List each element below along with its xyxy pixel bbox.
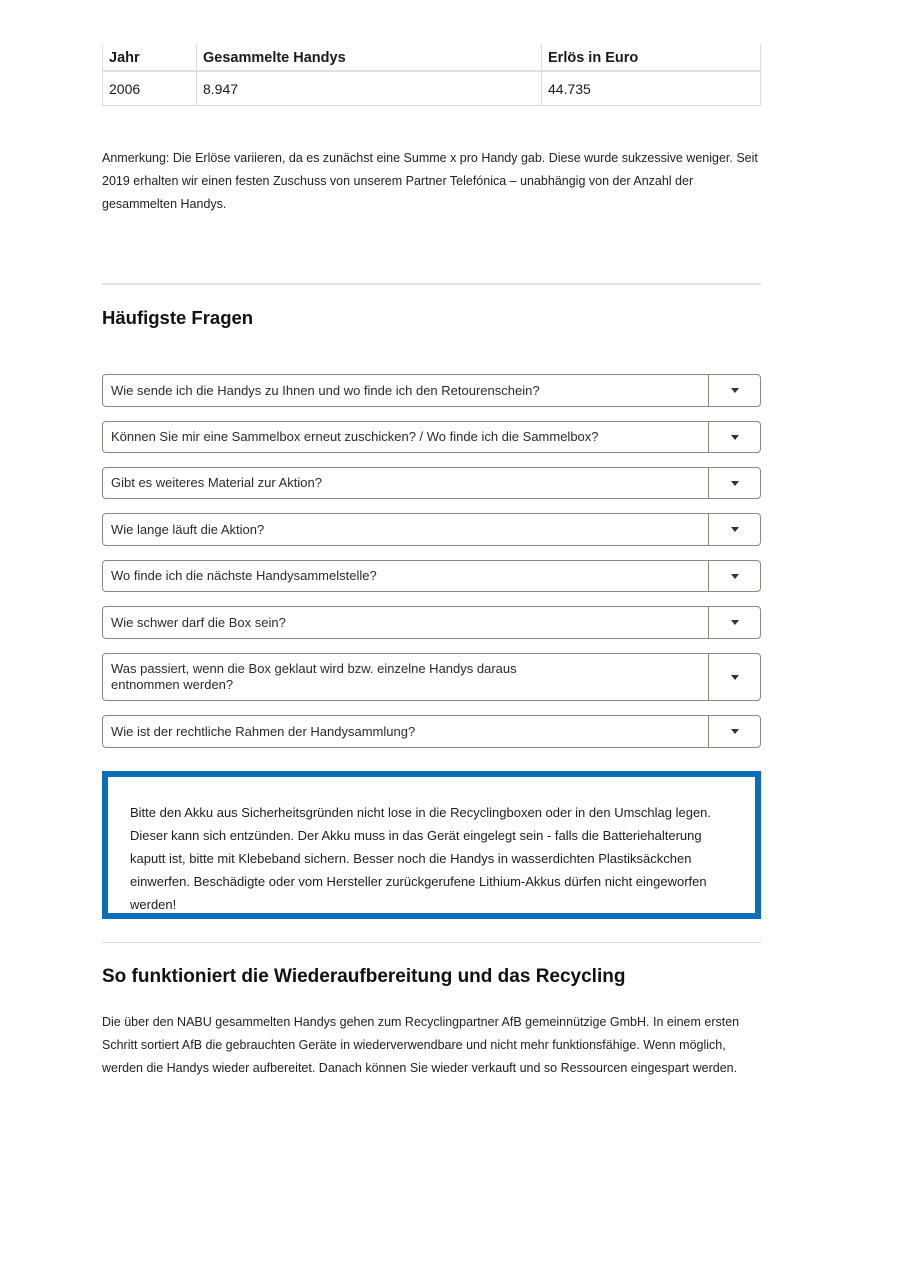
battery-warning-box xyxy=(102,771,761,919)
caret-down-icon xyxy=(731,675,739,680)
faq-item[interactable] xyxy=(102,606,761,639)
faq-item[interactable] xyxy=(102,715,761,748)
battery-warning-text: Bitte den Akku aus Sicherheitsgründen nicht lose in die Recyclingboxen oder in den Umschlag legen. Dieser kann sich entzünden. Der Akku muss in das Gerät eingelegt sein - falls die Batteriehalterung kaputt ist, bitte mit Klebeband sichern. Besser noch die Handys in wasserdichten Plastiksäckchen einwerfen. Beschädigte oder vom Hersteller zurückgerufene Lithium-Akkus dürfen nicht eingeworfen werden! xyxy=(130,805,712,912)
caret-down-icon xyxy=(731,481,739,486)
faq-expand-button[interactable] xyxy=(708,375,760,406)
section-divider xyxy=(102,942,761,943)
faq-expand-button[interactable] xyxy=(708,561,760,591)
caret-down-icon xyxy=(731,388,739,393)
revenue-note: Anmerkung: Die Erlöse variieren, da es zunächst eine Summe x pro Handy gab. Diese wurde sukzessive weniger. Seit 2019 erhalten wir einen festen Zuschuss von unserem Partner Telefónica – unabhängig von der Anzahl der gesammelten Handys. xyxy=(102,151,758,211)
table-header-year: Jahr xyxy=(103,44,197,70)
faq-item[interactable] xyxy=(102,513,761,546)
revenue-table xyxy=(102,44,761,106)
faq-question: Können Sie mir eine Sammelbox erneut zuschicken? / Wo finde ich die Sammelbox? xyxy=(111,429,599,444)
faq-item[interactable] xyxy=(102,467,761,499)
faq-item[interactable] xyxy=(102,653,761,701)
faq-expand-button[interactable] xyxy=(708,716,760,747)
caret-down-icon xyxy=(731,527,739,532)
faq-expand-button[interactable] xyxy=(708,468,760,498)
faq-expand-button[interactable] xyxy=(708,654,760,700)
table-header-revenue: Erlös in Euro xyxy=(548,50,639,66)
caret-down-icon xyxy=(731,620,739,625)
caret-down-icon xyxy=(731,574,739,579)
faq-expand-button[interactable] xyxy=(708,514,760,545)
table-cell-revenue: 44.735 xyxy=(548,80,591,97)
faq-question: Wie lange läuft die Aktion? xyxy=(111,521,265,537)
faq-expand-button[interactable] xyxy=(708,422,760,452)
faq-title: Häufigste Fragen xyxy=(102,307,254,328)
caret-down-icon xyxy=(731,435,739,440)
table-cell-collected: 8.947 xyxy=(197,72,542,105)
section-divider xyxy=(102,283,761,285)
faq-item[interactable] xyxy=(102,374,761,407)
recycling-title: So funktioniert die Wiederaufbereitung und das Recycling xyxy=(102,966,626,987)
faq-question: Was passiert, wenn die Box geklaut wird bzw. einzelne Handys daraus entnommen werden? xyxy=(111,661,517,692)
faq-expand-button[interactable] xyxy=(708,607,760,638)
recycling-text: Die über den NABU gesammelten Handys gehen zum Recyclingpartner AfB gemeinnützige GmbH. In einem ersten Schritt sortiert AfB die gebrauchten Geräte in wiederverwendbare und nicht mehr funktionsfähige. Wenn möglich, werden die Handys wieder aufbereitet. Danach können Sie wieder verkauft und so Ressourcen eingespart werden. xyxy=(102,1015,740,1075)
faq-question: Gibt es weiteres Material zur Aktion? xyxy=(111,475,322,490)
faq-question: Wie schwer darf die Box sein? xyxy=(111,614,286,630)
faq-item[interactable] xyxy=(102,421,761,453)
table-cell-year: 2006 xyxy=(103,72,197,105)
table-header-collected: Gesammelte Handys xyxy=(197,44,542,70)
faq-question: Wie ist der rechtliche Rahmen der Handysammlung? xyxy=(111,723,416,739)
caret-down-icon xyxy=(731,729,739,734)
table-row xyxy=(103,72,760,105)
table-header-row xyxy=(103,44,760,72)
faq-item[interactable] xyxy=(102,560,761,592)
faq-question: Wo finde ich die nächste Handysammelstelle? xyxy=(111,568,377,583)
faq-question: Wie sende ich die Handys zu Ihnen und wo finde ich den Retourenschein? xyxy=(111,382,540,398)
